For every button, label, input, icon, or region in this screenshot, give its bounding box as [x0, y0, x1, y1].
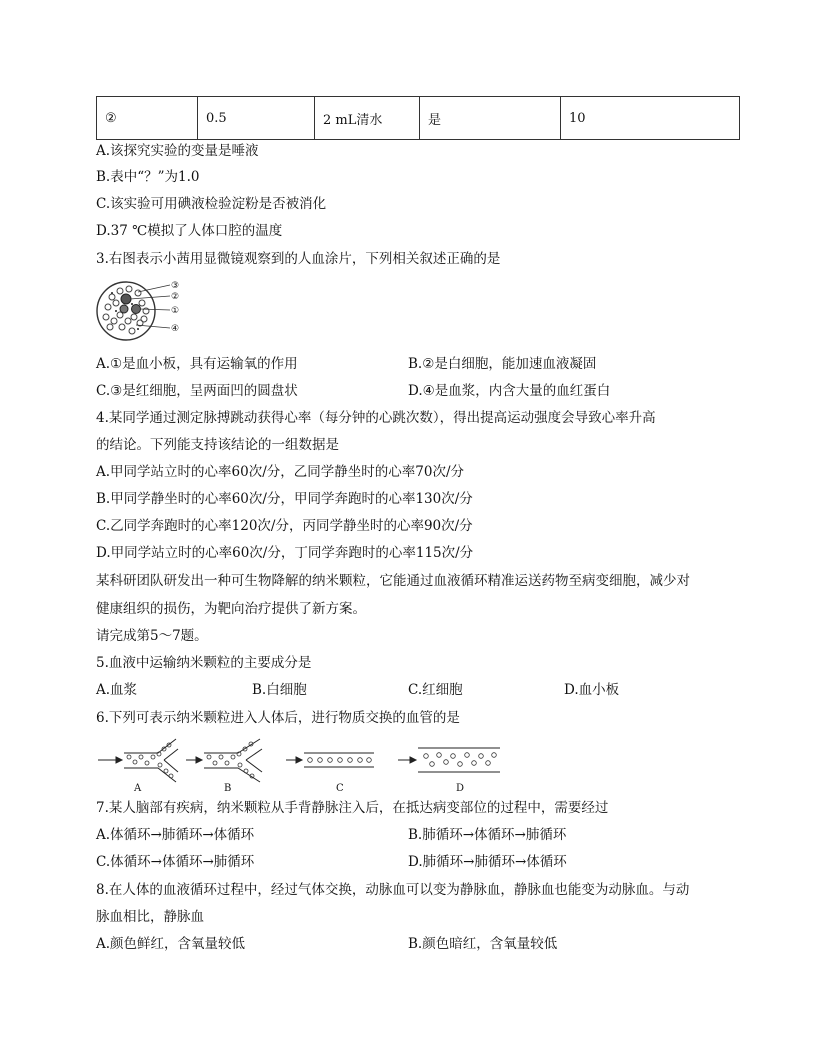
q5-option-a: A.血浆 — [96, 682, 138, 698]
q4-option-b: B.甲同学静坐时的心率60次/分，甲同学奔跑时的心率130次/分 — [96, 491, 473, 507]
q8-stem-line-1: 8.在人体的血液循环过程中，经过气体交换，动脉血可以变为静脉血，静脉血也能变为动脉血。与动 — [96, 882, 690, 898]
q2-option-b: B.表中“？”为1.0 — [96, 169, 200, 185]
q4-option-d: D.甲同学站立时的心率60次/分，丁同学奔跑时的心率115次/分 — [96, 545, 474, 561]
q3-option-c: C.③是红细胞，呈两面凹的圆盘状 — [96, 383, 298, 399]
q7-option-d: D.肺循环→肺循环→体循环 — [408, 854, 567, 870]
q7-option-a: A.体循环→肺循环→体循环 — [96, 827, 255, 843]
q2-option-c: C.该实验可用碘液检验淀粉是否被消化 — [96, 196, 327, 212]
figure-label: ① — [171, 306, 180, 316]
vessel-label-d: D — [456, 783, 465, 793]
table-cell: 0.5 — [198, 97, 315, 140]
table-cell: 2 mL清水 — [315, 97, 420, 140]
vessel-label-a: A — [134, 783, 142, 793]
q3-option-a: A.①是血小板，具有运输氧的作用 — [96, 356, 298, 372]
q3-stem: 3.右图表示小茜用显微镜观察到的人血涂片，下列相关叙述正确的是 — [96, 251, 501, 267]
passage-line-1: 某科研团队研发出一种可生物降解的纳米颗粒，它能通过血液循环精准运送药物至病变细胞，减少对 — [96, 573, 690, 589]
q5-option-d: D.血小板 — [564, 682, 620, 698]
white-blood-cell — [121, 294, 131, 304]
q4-option-c: C.乙同学奔跑时的心率120次/分，丙同学静坐时的心率90次/分 — [96, 518, 473, 534]
q4-option-a: A.甲同学站立时的心率60次/分，乙同学静坐时的心率70次/分 — [96, 464, 464, 480]
blood-smear-figure — [96, 277, 186, 345]
q5-option-c: C.红细胞 — [408, 682, 463, 698]
white-blood-cell — [120, 305, 128, 313]
vessel-label-c: C — [336, 783, 344, 793]
q2-option-a: A.该探究实验的变量是唾液 — [96, 143, 259, 159]
q4-stem-line-2: 的结论。下列能支持该结论的一组数据是 — [96, 437, 339, 453]
vessel-label-b: B — [224, 783, 232, 793]
q8-option-b: B.颜色暗红，含氧量较低 — [408, 936, 558, 952]
white-blood-cell — [132, 305, 141, 314]
q5-stem: 5.血液中运输纳米颗粒的主要成分是 — [96, 655, 312, 671]
q7-option-b: B.肺循环→体循环→肺循环 — [408, 827, 567, 843]
figure-label: ③ — [171, 281, 180, 291]
table-row — [97, 97, 740, 140]
q8-option-a: A.颜色鲜红，含氧量较低 — [96, 936, 246, 952]
q5-option-b: B.白细胞 — [252, 682, 307, 698]
blood-vessel-figure — [96, 735, 506, 793]
q7-option-c: C.体循环→体循环→肺循环 — [96, 854, 255, 870]
table-cell: 是 — [420, 97, 561, 140]
q3-option-d: D.④是血浆，内含大量的血红蛋白 — [408, 383, 611, 399]
figure-label: ② — [171, 292, 180, 302]
figure-label: ④ — [171, 324, 180, 334]
q7-stem: 7.某人脑部有疾病，纳米颗粒从手背静脉注入后，在抵达病变部位的过程中，需要经过 — [96, 800, 609, 816]
passage-line-3: 请完成第5～7题。 — [96, 628, 208, 644]
table-cell: 10 — [561, 97, 740, 140]
q8-stem-line-2: 脉血相比，静脉血 — [96, 909, 204, 925]
q6-stem: 6.下列可表示纳米颗粒进入人体后，进行物质交换的血管的是 — [96, 710, 460, 726]
experiment-table — [96, 96, 740, 140]
q2-option-d: D.37 ℃模拟了人体口腔的温度 — [96, 223, 283, 239]
q4-stem-line-1: 4.某同学通过测定脉搏跳动获得心率（每分钟的心跳次数），得出提高运动强度会导致心率升高 — [96, 410, 656, 426]
q3-option-b: B.②是白细胞，能加速血液凝固 — [408, 356, 597, 372]
passage-line-2: 健康组织的损伤，为靶向治疗提供了新方案。 — [96, 601, 366, 617]
table-cell: ② — [97, 97, 198, 140]
